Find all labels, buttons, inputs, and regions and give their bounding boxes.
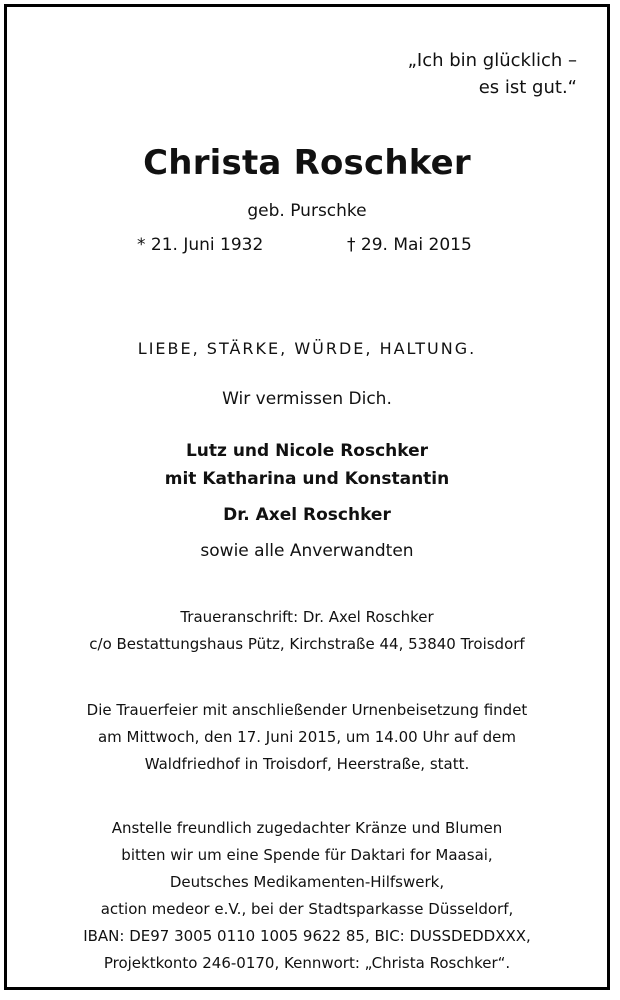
address-line-2: c/o Bestattungshaus Pütz, Kirchstraße 44, 53840 Troisdorf	[89, 635, 525, 653]
ceremony-info	[7, 697, 607, 778]
ceremony-line-2: am Mittwoch, den 17. Juni 2015, um 14.00 Uhr auf dem	[97, 728, 517, 746]
address-line-1: Traueranschrift: Dr. Axel Roschker	[180, 608, 434, 626]
donation-line-3: Deutsches Medikamenten-Hilfswerk,	[169, 873, 445, 891]
maiden-name: geb. Purschke	[247, 201, 367, 221]
donation-line-5: IBAN: DE97 3005 0110 1005 9622 85, BIC: DUSSDEDDXXX,	[83, 927, 531, 945]
donation-line-1: Anstelle freundlich zugedachter Kränze und Blumen	[111, 819, 503, 837]
mourner-line-1: Lutz und Nicole Roschker	[185, 441, 429, 461]
values-line: LIEBE, STÄRKE, WÜRDE, HALTUNG.	[137, 339, 477, 358]
mourning-address	[7, 604, 607, 658]
donation-request	[7, 815, 607, 977]
ceremony-line-1: Die Trauerfeier mit anschließender Urnenbeisetzung findet	[86, 701, 528, 719]
deceased-name: Christa Roschker	[143, 143, 471, 183]
motto-line-2: es ist gut.“	[478, 77, 577, 98]
miss-line: Wir vermissen Dich.	[222, 389, 392, 409]
mourner-line-2: mit Katharina und Konstantin	[164, 469, 450, 489]
life-dates	[7, 233, 607, 257]
motto-line-1: „Ich bin glücklich –	[407, 50, 577, 71]
mourner-line-3: Dr. Axel Roschker	[223, 505, 391, 525]
death-date: † 29. Mai 2015	[347, 235, 472, 255]
birth-date: * 21. Juni 1932	[137, 235, 264, 255]
donation-line-6: Projektkonto 246-0170, Kennwort: „Christa Roschker“.	[103, 954, 511, 972]
ceremony-line-3: Waldfriedhof in Troisdorf, Heerstraße, statt.	[144, 755, 470, 773]
mourner-line-4: sowie alle Anverwandten	[200, 541, 414, 561]
donation-line-2: bitten wir um eine Spende für Daktari for Maasai,	[121, 846, 493, 864]
mourners-family	[7, 437, 607, 493]
donation-line-4: action medeor e.V., bei der Stadtsparkasse Düsseldorf,	[100, 900, 514, 918]
motto-quote	[408, 47, 577, 101]
obituary-notice	[4, 4, 610, 990]
